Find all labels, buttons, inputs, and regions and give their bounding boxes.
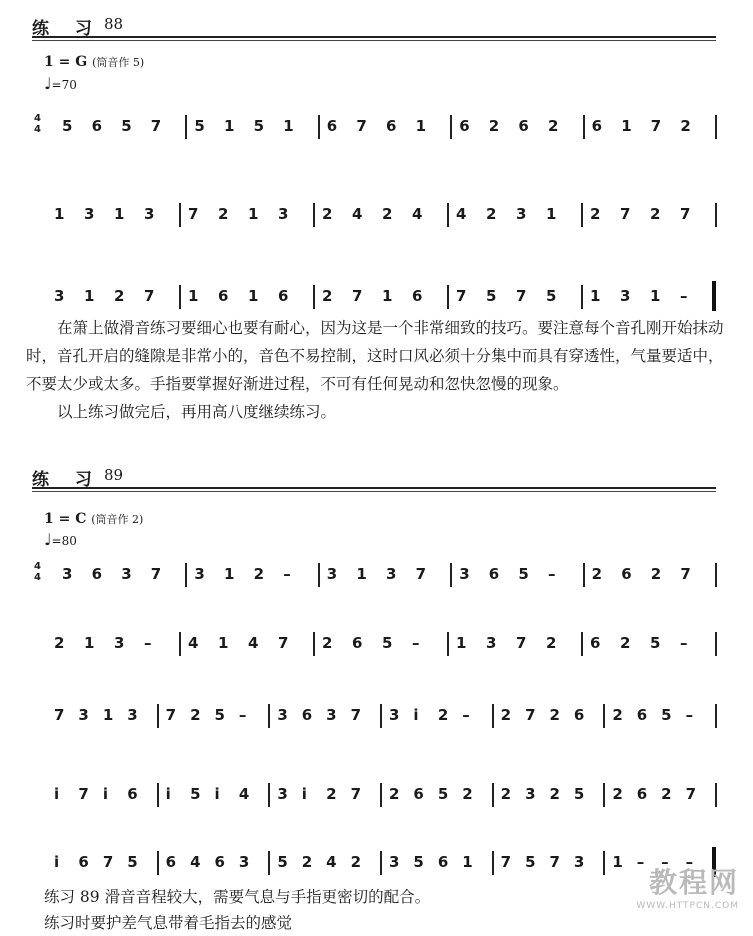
note: 7 <box>102 853 114 871</box>
note: 2 <box>549 706 560 724</box>
notation-line <box>34 115 718 141</box>
dash-extension: – <box>548 565 556 583</box>
note: i <box>413 706 419 724</box>
note: 7 <box>165 706 177 724</box>
note: i <box>54 853 60 871</box>
barline <box>450 563 452 587</box>
header-rule <box>32 487 716 489</box>
note: 2 <box>389 785 400 803</box>
note: 3 <box>326 565 338 583</box>
note: 3 <box>459 565 470 583</box>
note: 7 <box>456 287 467 305</box>
note: 7 <box>516 287 527 305</box>
barline <box>603 851 605 875</box>
note: 2 <box>650 565 662 583</box>
note: 1 <box>102 706 114 724</box>
note: 5 <box>194 117 205 135</box>
note: 3 <box>389 706 400 724</box>
exercise-label: 练 习 <box>32 470 102 490</box>
note: 6 <box>459 117 470 135</box>
barline <box>583 563 585 587</box>
notation-line <box>34 285 718 311</box>
note: 5 <box>486 287 497 305</box>
barline <box>715 783 717 807</box>
dash-extension: – <box>238 706 247 724</box>
note: 7 <box>500 853 512 871</box>
note: 6 <box>127 785 138 803</box>
note: 5 <box>62 117 73 135</box>
note: 3 <box>278 205 289 223</box>
note: 6 <box>590 634 601 652</box>
notation-line <box>34 783 718 809</box>
note: 2 <box>462 785 473 803</box>
note: 6 <box>278 287 289 305</box>
barline <box>318 563 320 587</box>
note: 4 <box>456 205 467 223</box>
note: 3 <box>277 785 288 803</box>
note: 2 <box>620 634 631 652</box>
header-rule <box>32 36 716 38</box>
note: 6 <box>91 117 103 135</box>
note: 7 <box>680 205 691 223</box>
time-signature: 4 4 <box>34 561 41 583</box>
watermark-logo: 教程网 <box>648 866 739 899</box>
note: 1 <box>283 117 294 135</box>
note: 2 <box>590 205 601 223</box>
paragraph: 练习 89 滑音音程较大，需要气息与手指更密切的配合。 <box>44 888 431 906</box>
note: 1 <box>415 117 427 135</box>
notation-line <box>34 704 718 730</box>
barline <box>492 704 494 728</box>
note: 6 <box>636 785 648 803</box>
note: 7 <box>144 287 155 305</box>
note: 2 <box>488 117 500 135</box>
barline <box>313 203 315 227</box>
note: 6 <box>326 117 338 135</box>
note: i <box>214 785 220 803</box>
exercise-89-header <box>32 465 716 489</box>
barline <box>715 632 717 656</box>
note: 3 <box>620 287 631 305</box>
exercise-88-header <box>32 14 716 38</box>
barline <box>447 203 449 227</box>
note: 2 <box>546 634 557 652</box>
barline <box>380 783 382 807</box>
note: 7 <box>150 565 162 583</box>
note: 2 <box>661 785 672 803</box>
note: 7 <box>549 853 560 871</box>
note: 3 <box>121 565 132 583</box>
barline <box>268 783 270 807</box>
note: 7 <box>356 117 367 135</box>
key-note: (筒音作 5) <box>92 56 145 69</box>
note: 3 <box>516 205 527 223</box>
note: 7 <box>516 634 527 652</box>
dash-extension: – <box>680 287 688 305</box>
barline <box>179 285 181 309</box>
barline <box>380 704 382 728</box>
note: 7 <box>350 785 362 803</box>
final-barline <box>712 281 716 311</box>
note: 2 <box>612 706 623 724</box>
dash-extension: – <box>144 634 152 652</box>
note: 5 <box>127 853 138 871</box>
note: 6 <box>78 853 89 871</box>
note: 1 <box>382 287 393 305</box>
notation-line <box>34 851 718 877</box>
note: 6 <box>412 287 423 305</box>
note: 2 <box>437 706 449 724</box>
note: 6 <box>91 565 103 583</box>
note: 6 <box>218 287 229 305</box>
note: 3 <box>54 287 65 305</box>
barline <box>447 632 449 656</box>
note: 5 <box>382 634 393 652</box>
note: 1 <box>188 287 199 305</box>
note: 1 <box>84 634 95 652</box>
note: 7 <box>650 117 662 135</box>
barline <box>583 115 585 139</box>
note: 1 <box>248 205 259 223</box>
barline <box>603 704 605 728</box>
note: 5 <box>661 706 672 724</box>
note: 7 <box>525 706 536 724</box>
barline <box>185 563 187 587</box>
note: 5 <box>253 117 265 135</box>
watermark <box>636 861 739 911</box>
note: 1 <box>612 853 623 871</box>
note: 3 <box>144 205 155 223</box>
note: 2 <box>548 117 559 135</box>
exercise-label: 练 习 <box>32 19 102 39</box>
note: 6 <box>518 117 529 135</box>
note: 4 <box>248 634 259 652</box>
note: 3 <box>277 706 288 724</box>
note: 3 <box>386 565 397 583</box>
dash-extension: – <box>685 706 694 724</box>
note: 1 <box>84 287 95 305</box>
note: i <box>165 785 171 803</box>
watermark-url: WWW.HTTPCN.COM <box>636 901 739 911</box>
barline <box>492 783 494 807</box>
notation-line <box>34 563 718 589</box>
note: 3 <box>573 853 585 871</box>
dash-extension: – <box>661 853 669 871</box>
key-signature: 1 = G (筒音作 5) <box>44 54 145 70</box>
note: 5 <box>121 117 132 135</box>
note: 6 <box>591 117 603 135</box>
note: 2 <box>322 634 333 652</box>
note: 1 <box>224 117 235 135</box>
barline <box>715 704 717 728</box>
note: 2 <box>218 205 229 223</box>
dash-extension: – <box>685 853 694 871</box>
note: 6 <box>386 117 397 135</box>
barline <box>157 783 159 807</box>
barline <box>380 851 382 875</box>
note: 7 <box>188 205 199 223</box>
note: 2 <box>190 706 201 724</box>
header-rule <box>32 491 716 492</box>
note: 1 <box>218 634 229 652</box>
note: 2 <box>591 565 603 583</box>
note: 7 <box>278 634 289 652</box>
exercise-number: 88 <box>104 15 124 33</box>
note: 3 <box>389 853 400 871</box>
note: 3 <box>114 634 125 652</box>
barline <box>492 851 494 875</box>
notation-line <box>34 203 718 229</box>
note: 3 <box>486 634 497 652</box>
note: 5 <box>518 565 529 583</box>
barline <box>715 563 717 587</box>
note: 3 <box>62 565 73 583</box>
note: 5 <box>190 785 201 803</box>
paragraph: 以上练习做完后，再用高八度继续练习。 <box>57 403 337 421</box>
note: 2 <box>680 117 691 135</box>
note: 3 <box>127 706 138 724</box>
note: 2 <box>500 706 512 724</box>
note: 2 <box>301 853 313 871</box>
note: 4 <box>188 634 199 652</box>
dash-extension: – <box>462 706 470 724</box>
barline <box>179 632 181 656</box>
note: 2 <box>326 785 337 803</box>
note: 5 <box>573 785 585 803</box>
header-rule <box>32 40 716 41</box>
note: 5 <box>214 706 225 724</box>
barline <box>313 632 315 656</box>
note: 1 <box>356 565 367 583</box>
note: i <box>54 785 60 803</box>
note: i <box>301 785 307 803</box>
note: 2 <box>650 205 661 223</box>
note: 7 <box>78 785 89 803</box>
dash-extension: – <box>636 853 645 871</box>
barline <box>450 115 452 139</box>
exercise-number: 89 <box>104 466 124 484</box>
note: 2 <box>549 785 560 803</box>
note: 1 <box>248 287 259 305</box>
dash-extension: – <box>412 634 420 652</box>
note: 6 <box>437 853 449 871</box>
tempo-marking: ♩=80 <box>44 530 77 549</box>
note: 2 <box>612 785 623 803</box>
note: 6 <box>413 785 424 803</box>
note: 4 <box>238 785 250 803</box>
note: 5 <box>277 853 288 871</box>
barline <box>318 115 320 139</box>
note: 2 <box>382 205 393 223</box>
dash-extension: – <box>680 634 688 652</box>
note: 1 <box>590 287 601 305</box>
note: 1 <box>224 565 235 583</box>
barline <box>447 285 449 309</box>
exercise-88-text <box>26 314 726 426</box>
note: 7 <box>54 706 65 724</box>
note: 4 <box>412 205 423 223</box>
note: 4 <box>190 853 201 871</box>
barline <box>715 203 717 227</box>
note: 5 <box>546 287 557 305</box>
note: 1 <box>456 634 467 652</box>
note: i <box>102 785 108 803</box>
note: 1 <box>650 287 661 305</box>
note: 1 <box>114 205 125 223</box>
note: 1 <box>546 205 557 223</box>
paragraph: 在箫上做滑音练习要细心也要有耐心，因为这是一个非常细致的技巧。要注意每个音孔刚开始抹动时，音孔开启的缝隙是非常小的，音色不易控制，这时口风必须十分集中而具有穿透性，气量要适中，不要太少或太多。手指要掌握好渐进过程，不可有任何晃动和忽快忽慢的现象。 <box>26 319 724 393</box>
note: 6 <box>488 565 500 583</box>
note: 2 <box>114 287 125 305</box>
barline <box>715 115 717 139</box>
notation-line <box>34 632 718 658</box>
note: 3 <box>84 205 95 223</box>
barline <box>603 783 605 807</box>
dash-extension: – <box>283 565 291 583</box>
note: 2 <box>350 853 362 871</box>
note: 5 <box>525 853 536 871</box>
note: 7 <box>150 117 162 135</box>
barline <box>179 203 181 227</box>
note: 2 <box>322 205 333 223</box>
note: 2 <box>500 785 512 803</box>
quarter-note-icon: ♩ <box>44 530 52 549</box>
note: 6 <box>214 853 225 871</box>
note: 3 <box>238 853 250 871</box>
note: 7 <box>415 565 427 583</box>
note: 6 <box>573 706 585 724</box>
note: 5 <box>437 785 449 803</box>
barline <box>157 704 159 728</box>
note: 6 <box>301 706 313 724</box>
note: 7 <box>680 565 691 583</box>
barline <box>268 704 270 728</box>
note: 6 <box>636 706 648 724</box>
quarter-note-icon: ♩ <box>44 74 52 93</box>
key-note: (筒音作 2) <box>91 513 144 526</box>
note: 6 <box>621 565 632 583</box>
note: 2 <box>54 634 65 652</box>
note: 3 <box>525 785 536 803</box>
barline <box>157 851 159 875</box>
note: 3 <box>78 706 89 724</box>
note: 4 <box>326 853 337 871</box>
note: 5 <box>413 853 424 871</box>
note: 3 <box>326 706 337 724</box>
time-signature: 4 4 <box>34 113 41 135</box>
note: 7 <box>352 287 363 305</box>
note: 2 <box>322 287 333 305</box>
paragraph: 练习时要护差气息带着毛指去的感觉 <box>44 914 293 932</box>
note: 2 <box>253 565 265 583</box>
barline <box>268 851 270 875</box>
note: 7 <box>620 205 631 223</box>
note: 5 <box>650 634 661 652</box>
note: 4 <box>352 205 363 223</box>
note: 7 <box>350 706 362 724</box>
note: 1 <box>54 205 65 223</box>
barline <box>313 285 315 309</box>
note: 6 <box>352 634 363 652</box>
note: 6 <box>165 853 177 871</box>
barline <box>185 115 187 139</box>
note: 2 <box>486 205 497 223</box>
note: 7 <box>685 785 697 803</box>
note: 1 <box>462 853 473 871</box>
note: 1 <box>621 117 632 135</box>
note: 3 <box>194 565 205 583</box>
tempo-marking: ♩=70 <box>44 74 77 93</box>
key-signature: 1 = C (筒音作 2) <box>44 511 144 527</box>
barline <box>581 632 583 656</box>
barline <box>581 285 583 309</box>
barline <box>581 203 583 227</box>
